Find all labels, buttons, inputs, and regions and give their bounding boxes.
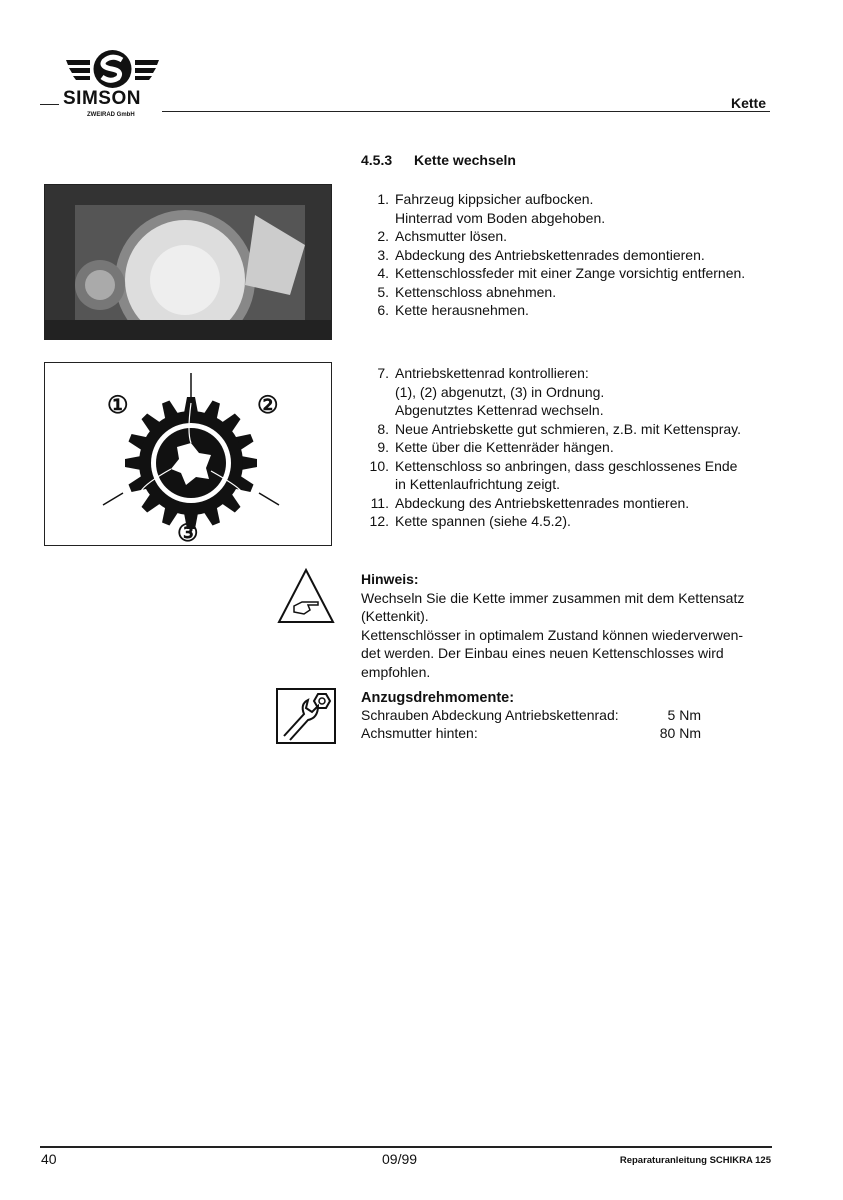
step-text: Kettenschlossfeder mit einer Zange vorsichtig entfernen. — [395, 265, 746, 281]
steps-list-a — [361, 190, 791, 320]
step-text: Abdeckung des Antriebskettenrades montieren. — [395, 494, 690, 511]
figure-label-1: ① — [107, 392, 129, 419]
figure-label-3: ③ — [177, 520, 199, 547]
step-item — [361, 364, 801, 420]
step-text: Kette spannen (siehe 4.5.2). — [395, 513, 571, 529]
section-title: Kette wechseln — [414, 152, 516, 168]
footer-manual-title: Reparaturanleitung SCHIKRA 125 — [619, 1155, 771, 1166]
step-item — [361, 420, 801, 439]
step-text: Kettenschloss so anbringen, dass geschlossenes Ende — [395, 457, 738, 474]
step-text: Antriebskettenrad kontrollieren: — [395, 365, 589, 381]
step-text: Fahrzeug kippsicher aufbocken. — [395, 191, 594, 207]
engine-photo — [44, 184, 332, 340]
step-item — [361, 283, 791, 302]
sprocket-tooth — [125, 456, 141, 470]
simson-emblem-icon — [60, 48, 165, 88]
step-item — [361, 512, 801, 531]
step-text: Hinterrad vom Boden abgehoben. — [395, 209, 606, 226]
section-heading — [361, 152, 516, 168]
step-item — [361, 264, 791, 283]
torque-value: 80 Nm — [659, 725, 701, 741]
step-text: Abdeckung des Antriebskettenrades demontieren. — [395, 246, 705, 263]
brand-subtitle: ZWEIRAD GmbH — [87, 112, 135, 118]
figure-label-2: ② — [257, 392, 279, 419]
step-item — [361, 457, 801, 494]
step-number: 7. — [377, 365, 389, 381]
brand-name: SIMSON — [63, 88, 141, 109]
footer-date: 09/99 — [382, 1151, 418, 1167]
note-line: (Kettenkit). — [361, 608, 429, 624]
step-number: 11. — [370, 494, 389, 511]
note-block — [361, 570, 781, 681]
torque-title: Anzugsdrehmomente: — [361, 690, 515, 706]
step-number: 1. — [377, 191, 389, 207]
step-item — [361, 227, 791, 246]
step-text: in Kettenlaufrichtung zeigt. — [395, 476, 560, 492]
step-number: 4. — [377, 265, 389, 281]
torque-value: 5 Nm — [667, 707, 701, 723]
step-text: Abgenutztes Kettenrad wechseln. — [395, 402, 604, 418]
wrench-icon — [276, 688, 336, 744]
sprocket-diagram-icon — [45, 363, 331, 545]
torque-label: Schrauben Abdeckung Antriebskettenrad: — [361, 707, 619, 723]
torque-block — [361, 690, 701, 742]
step-text: (1), (2) abgenutzt, (3) in Ordnung. — [395, 383, 605, 400]
step-number: 5. — [377, 283, 389, 300]
step-number: 2. — [377, 228, 389, 244]
warning-hand-icon — [276, 568, 336, 624]
step-number: 9. — [377, 439, 389, 455]
sprocket-figure — [44, 362, 332, 546]
page-number: 40 — [41, 1151, 57, 1167]
footer-rule — [40, 1146, 772, 1148]
step-number: 12. — [369, 513, 389, 529]
note-line: Kettenschlösser in optimalem Zustand können wiederverwen- — [361, 626, 744, 643]
torque-row — [361, 724, 701, 742]
steps-list-b — [361, 364, 801, 531]
step-number: 6. — [377, 302, 389, 318]
header-rule — [162, 111, 770, 112]
step-item — [361, 246, 791, 265]
note-line: Wechseln Sie die Kette immer zusammen mit dem Kettensatz — [361, 589, 745, 606]
section-header: Kette — [730, 95, 766, 111]
note-title: Hinweis: — [361, 571, 419, 587]
step-number: 8. — [377, 420, 389, 437]
note-line: empfohlen. — [361, 663, 431, 680]
step-text: Neue Antriebskette gut schmieren, z.B. mit Kettenspray. — [395, 420, 742, 437]
step-text: Achsmutter lösen. — [395, 228, 508, 244]
note-line: det werden. Der Einbau eines neuen Kettenschlosses wird — [361, 645, 724, 661]
step-item — [361, 301, 791, 320]
torque-row — [361, 706, 701, 724]
step-item — [361, 438, 801, 457]
sprocket-tooth — [241, 456, 257, 470]
step-item — [361, 494, 801, 513]
step-text: Kette über die Kettenräder hängen. — [395, 439, 614, 455]
step-number: 3. — [377, 246, 389, 263]
step-text: Kette herausnehmen. — [395, 302, 529, 318]
simson-logo — [60, 48, 165, 133]
step-text: Kettenschloss abnehmen. — [395, 283, 557, 300]
header-rule-left — [40, 104, 59, 105]
torque-label: Achsmutter hinten: — [361, 725, 478, 741]
step-item — [361, 190, 791, 227]
step-number: 10. — [369, 457, 389, 474]
section-number: 4.5.3 — [361, 152, 393, 168]
